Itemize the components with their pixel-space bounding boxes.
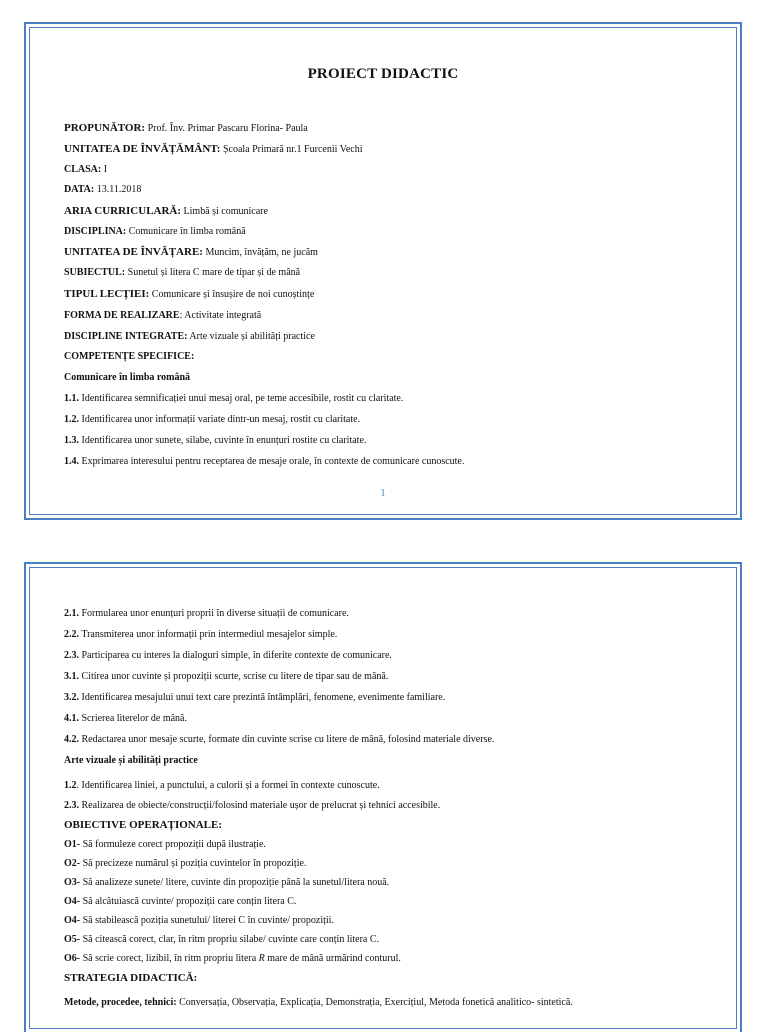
objectives-heading: OBIECTIVE OPERAȚIONALE: [64, 819, 223, 831]
field-learning-unit: UNITATEA DE ÎNVĂȚARE: Muncim, învățăm, ne jucăm [64, 246, 318, 258]
field-curricular-area: ARIA CURRICULARĂ: Limbă și comunicare [64, 205, 268, 217]
page-number: 1 [380, 488, 386, 499]
field-date: DATA: 13.11.2018 [64, 184, 142, 195]
objective-item: O6- Să scrie corect, lizibil, în ritm propriu litera R mare de mână urmărind conturul. [64, 953, 401, 964]
field-proposer: PROPUNĂTOR: Prof. Înv. Primar Pascaru Florina- Paula [64, 122, 308, 134]
competence-item: 1.2. Identificarea unor informații variate dintr-un mesaj, rostit cu claritate. [64, 414, 361, 425]
arts-competence-item: 2.3. Realizarea de obiecte/construcții/folosind materiale ușor de prelucrat și tehnici accesibile. [64, 800, 441, 811]
objective-item: O4- Să stabilească poziția sunetului/ literei C în cuvinte/ propoziții. [64, 915, 334, 926]
field-integrated-disciplines: DISCIPLINE INTEGRATE: Arte vizuale și abilități practice [64, 331, 315, 342]
objective-item: O2- Să precizeze numărul și poziția cuvintelor în propoziție. [64, 858, 307, 869]
document-page-2 [24, 562, 742, 1032]
field-subject: SUBIECTUL: Sunetul și litera C mare de tipar și de mână [64, 267, 301, 278]
objective-item: O3- Să analizeze sunete/ litere, cuvinte din propoziție până la sunetul/litera nouă. [64, 877, 390, 888]
objective-item: O1- Să formuleze corect propoziții după ilustrație. [64, 839, 266, 850]
subheading-romanian: Comunicare în limba română [64, 372, 191, 383]
competence-item: 1.3. Identificarea unor sunete, silabe, cuvinte în enunțuri rostite cu claritate. [64, 435, 367, 446]
competence-item: 2.1. Formularea unor enunțuri proprii în diverse situații de comunicare. [64, 608, 349, 619]
document-title: PROIECT DIDACTIC [307, 66, 459, 82]
competence-item: 3.2. Identificarea mesajului unui text care prezintă întâmplări, fenomene, evenimente familiare. [64, 692, 446, 703]
strategy-heading: STRATEGIA DIDACTICĂ: [64, 972, 198, 984]
field-class: CLASA: I [64, 164, 108, 175]
competence-item: 3.1. Citirea unor cuvinte și propoziții scurte, scrise cu litere de tipar sau de mână. [64, 671, 389, 682]
subheading-arts: Arte vizuale și abilități practice [64, 755, 198, 766]
arts-competence-item: 1.2. Identificarea liniei, a punctului, a culorii și a formei în contexte cunoscute. [64, 780, 380, 791]
competence-item: 4.1. Scrierea literelor de mână. [64, 713, 187, 724]
competence-item: 2.2. Transmiterea unor informații prin intermediul mesajelor simple. [64, 629, 338, 640]
document-page-1 [24, 22, 742, 520]
field-discipline: DISCIPLINA: Comunicare în limba română [64, 226, 246, 237]
field-school: UNITATEA DE ÎNVĂȚĂMÂNT: Școala Primară nr.1 Furcenii Vechi [64, 143, 363, 155]
competence-item: 4.2. Redactarea unor mesaje scurte, formate din cuvinte scrise cu litere de mână, folosind materiale diverse. [64, 734, 495, 745]
field-competences-heading: COMPETENȚE SPECIFICE: [64, 351, 195, 362]
competence-item: 2.3. Participarea cu interes la dialoguri simple, în diferite contexte de comunicare. [64, 650, 392, 661]
competence-item: 1.1. Identificarea semnificației unui mesaj oral, pe teme accesibile, rostit cu claritate. [64, 393, 404, 404]
methods-line: Metode, procedee, tehnici: Conversația, Observația, Explicația, Demonstrația, Exercițiul, Metoda fonetică analitico- sintetică. [64, 997, 573, 1008]
competence-item: 1.4. Exprimarea interesului pentru receptarea de mesaje orale, în contexte de comunicare cunoscute. [64, 456, 465, 467]
field-form: FORMA DE REALIZARE: Activitate integrată [64, 310, 262, 321]
objective-item: O5- Să citească corect, clar, în ritm propriu silabe/ cuvinte care conțin litera C. [64, 934, 380, 945]
objective-item: O4- Să alcătuiască cuvinte/ propoziții care conțin litera C. [64, 896, 297, 907]
field-lesson-type: TIPUL LECȚIEI: Comunicare și însușire de noi cunoștințe [64, 288, 315, 300]
